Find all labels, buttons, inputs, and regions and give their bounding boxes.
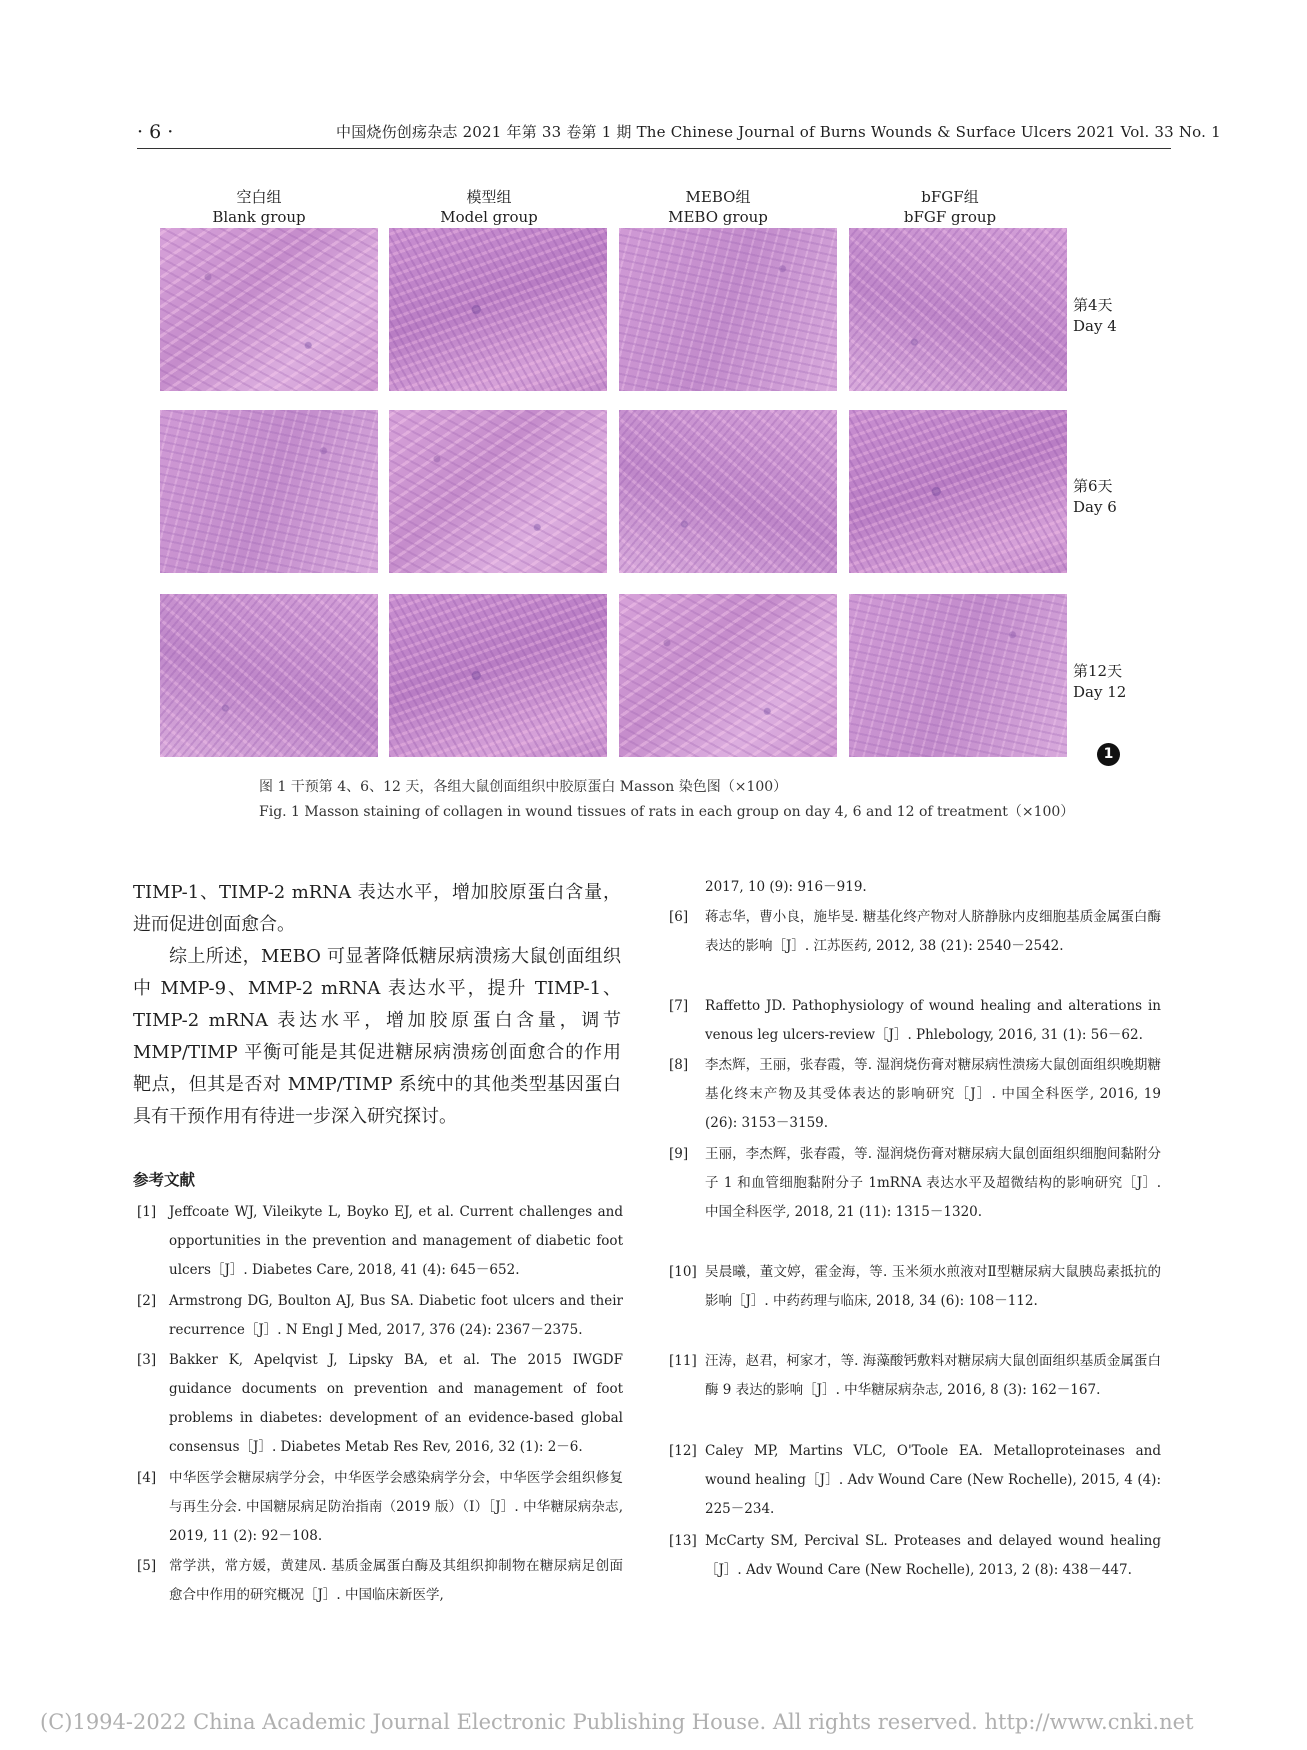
reference-text: 吴晨曦，董文婷，霍金海，等. 玉米须水煎液对Ⅱ型糖尿病大鼠胰岛素抵抗的影响［J］. 中药药理与临床, 2018, 34 (6): 108－112. [705,1264,1161,1309]
reference-item [137,1287,623,1345]
figure-caption-en: Fig. 1 Masson staining of collagen in wound tissues of rats in each group on day 4, 6 and 12 of treatment（×100） [259,804,1075,820]
micrograph-bfgf-day6 [849,410,1067,573]
page-number: · 6 · [137,121,174,143]
reference-text: Bakker K, Apelqvist J, Lipsky BA, et al. The 2015 IWGDF guidance documents on prevention and management of foot problems in diabetes: development of an evidence-based global consensus［J］. Diabetes Metab Res Rev, 2016, 32 (1): 2－6. [169,1352,623,1455]
row-label-cn: 第12天 [1073,662,1123,680]
reference-item [669,1051,1161,1138]
row-label-cn: 第4天 [1073,296,1113,314]
reference-item [669,1140,1161,1227]
micrograph-blank-day12 [160,594,378,757]
reference-item [669,1527,1161,1585]
column-header-en: Blank group [212,208,306,226]
reference-text: 蒋志华，曹小良，施毕旻. 糖基化终产物对人脐静脉内皮细胞基质金属蛋白酶表达的影响［J］. 江苏医药, 2012, 38 (21): 2540－2542. [705,909,1161,954]
row-label-en: Day 6 [1073,498,1117,516]
micrograph-model-day12 [389,594,607,757]
reference-number: [10] [669,1264,697,1280]
reference-number: [6] [669,909,689,925]
copyright-footer: (C)1994-2022 China Academic Journal Electronic Publishing House. All rights reserved. http://www.cnki.net [40,1710,1194,1734]
reference-item [669,992,1161,1050]
reference-number: [4] [137,1470,157,1486]
figure-panel-badge: 1 [1097,743,1120,766]
column-header-en: MEBO group [668,208,768,226]
figure-row-label-day6 [1073,476,1117,518]
header-rule [137,148,1171,149]
figure-column-header-blank [150,187,368,227]
micrograph-blank-day6 [160,410,378,573]
row-label-cn: 第6天 [1073,477,1113,495]
row-label-en: Day 4 [1073,317,1117,335]
reference-item [669,1258,1161,1316]
reference-number: [7] [669,998,689,1014]
reference-item [669,1347,1161,1405]
column-header-cn: bFGF组 [921,188,979,206]
micrograph-mebo-day4 [619,228,837,391]
micrograph-bfgf-day12 [849,594,1067,757]
column-header-en: Model group [440,208,538,226]
reference-item [137,1346,623,1462]
reference-item [137,1464,623,1551]
figure-column-header-mebo [609,187,827,227]
reference-continuation [669,873,1161,902]
reference-item [669,1437,1161,1524]
figure-row-label-day12 [1073,661,1126,703]
figure-row-label-day4 [1073,295,1117,337]
reference-text: 李杰辉，王丽，张春霞，等. 湿润烧伤膏对糖尿病性溃疡大鼠创面组织晚期糖基化终末产物及其受体表达的影响研究［J］. 中国全科医学, 2016, 19 (26): 3153－3159. [705,1057,1161,1131]
micrograph-mebo-day6 [619,410,837,573]
reference-item [137,1198,623,1285]
reference-number: [3] [137,1352,157,1368]
body-paragraph: TIMP-1、TIMP-2 mRNA 表达水平，增加胶原蛋白含量，进而促进创面愈合。 [133,882,621,935]
body-paragraph-conclusion: 综上所述，MEBO 可显著降低糖尿病溃疡大鼠创面组织中 MMP-9、MMP-2 mRNA 表达水平，提升 TIMP-1、TIMP-2 mRNA 表达水平，增加胶原蛋白含量，调节 MMP/TIMP 平衡可能是其促进糖尿病溃疡创面愈合的作用靶点，但其是否对 MMP/TIMP 系统中的其他类型基因蛋白具有干预作用有待进一步深入研究探讨。 [133,946,621,1127]
column-header-cn: 模型组 [466,188,512,206]
micrograph-blank-day4 [160,228,378,391]
micrograph-mebo-day12 [619,594,837,757]
reference-text: 常学洪，常方媛，黄建凤. 基质金属蛋白酶及其组织抑制物在糖尿病足创面愈合中作用的研究概况［J］. 中国临床新医学, [169,1558,623,1603]
figure-column-header-bfgf [841,187,1059,227]
reference-number: [9] [669,1146,689,1162]
reference-number: [2] [137,1293,157,1309]
reference-text: 中华医学会糖尿病学分会，中华医学会感染病学分会，中华医学会组织修复与再生分会. 中国糖尿病足防治指南（2019 版）（Ⅰ）［J］. 中华糖尿病杂志, 2019, 11 (2): 92－108. [169,1470,623,1544]
micrograph-bfgf-day4 [849,228,1067,391]
body-text-column [133,877,621,1133]
reference-number: [12] [669,1443,697,1459]
reference-item [137,1552,623,1610]
reference-text: McCarty SM, Percival SL. Proteases and delayed wound healing［J］. Adv Wound Care (New Rochelle), 2013, 2 (8): 438－447. [705,1533,1161,1578]
reference-item [669,903,1161,961]
micrograph-model-day6 [389,410,607,573]
reference-text: 汪涛，赵君，柯家才，等. 海藻酸钙敷料对糖尿病大鼠创面组织基质金属蛋白酶 9 表达的影响［J］. 中华糖尿病杂志, 2016, 8 (3): 162－167. [705,1353,1161,1398]
figure-column-header-model [380,187,598,227]
reference-number: [5] [137,1558,157,1574]
references-title: 参考文献 [133,1171,196,1189]
reference-number: [13] [669,1533,697,1549]
reference-text: 王丽，李杰辉，张春霞，等. 湿润烧伤膏对糖尿病大鼠创面组织细胞间黏附分子 1 和血管细胞黏附分子 1mRNA 表达水平及超微结构的影响研究［J］. 中国全科医学, 2018, 21 (11): 1315－1320. [705,1146,1161,1220]
running-head: 中国烧伤创疡杂志 2021 年第 33 卷第 1 期 The Chinese Journal of Burns Wounds & Surface Ulcers 2021 Vol. 33 No. 1 [336,123,1221,141]
reference-text: Jeffcoate WJ, Vileikyte L, Boyko EJ, et al. Current challenges and opportunities in the prevention and management of diabetic foot ulcers［J］. Diabetes Care, 2018, 41 (4): 645－652. [169,1204,623,1278]
reference-number: [11] [669,1353,697,1369]
reference-number: [8] [669,1057,689,1073]
micrograph-model-day4 [389,228,607,391]
column-header-en: bFGF group [903,208,997,226]
column-header-cn: 空白组 [236,188,282,206]
reference-text: 2017, 10 (9): 916－919. [705,879,867,895]
reference-text: Caley MP, Martins VLC, O'Toole EA. Metalloproteinases and wound healing［J］. Adv Wound Care (New Rochelle), 2015, 4 (4): 225－234. [705,1443,1161,1517]
row-label-en: Day 12 [1073,683,1127,701]
column-header-cn: MEBO组 [685,188,751,206]
reference-text: Raffetto JD. Pathophysiology of wound healing and alterations in venous leg ulcers-review［J］. Phlebology, 2016, 31 (1): 56－62. [705,998,1161,1043]
figure-caption-cn: 图 1 干预第 4、6、12 天，各组大鼠创面组织中胶原蛋白 Masson 染色图（×100） [259,779,788,795]
reference-number: [1] [137,1204,157,1220]
reference-text: Armstrong DG, Boulton AJ, Bus SA. Diabetic foot ulcers and their recurrence［J］. N Engl J Med, 2017, 376 (24): 2367－2375. [169,1293,623,1338]
